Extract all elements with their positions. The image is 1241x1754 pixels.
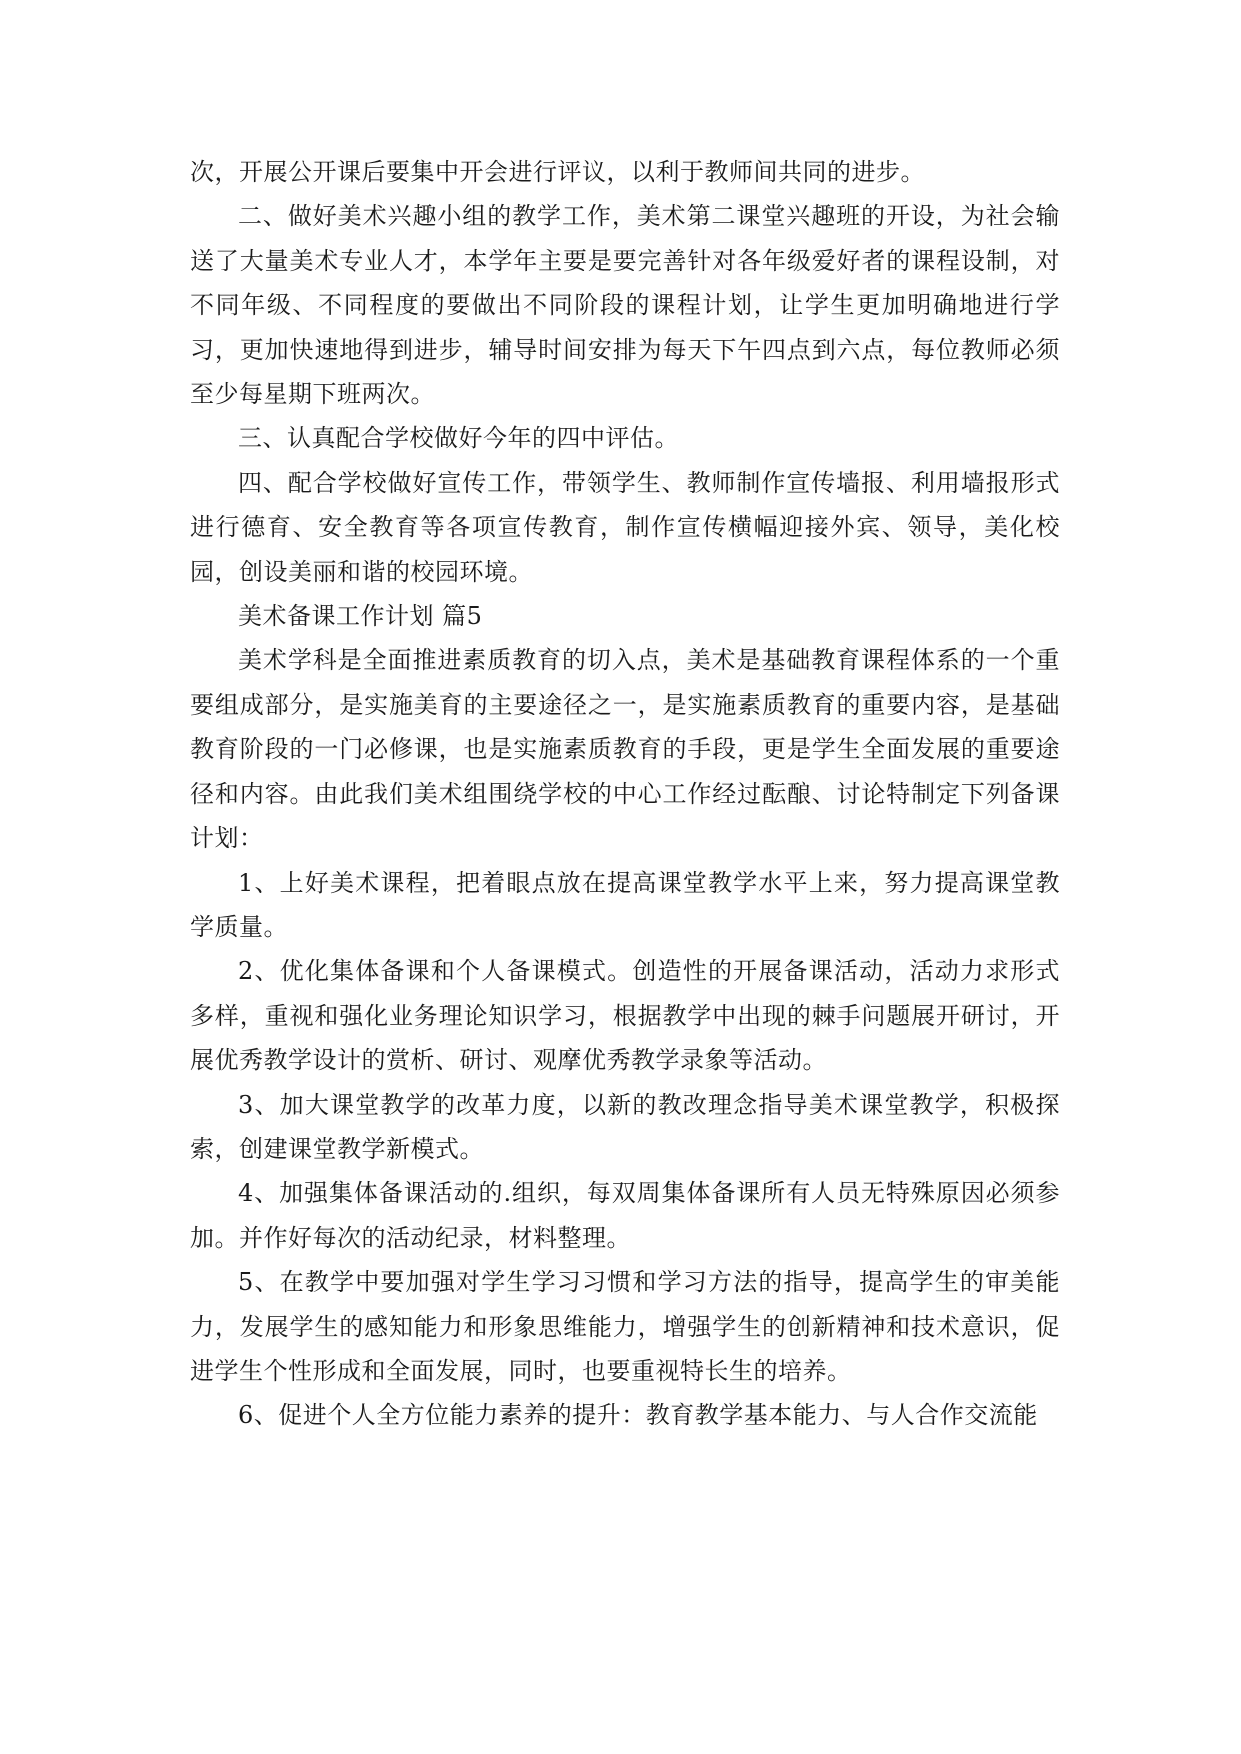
list-item-3: 3、加大课堂教学的改革力度，以新的教改理念指导美术课堂教学，积极探索，创建课堂教学新模式。 — [190, 1090, 1060, 1163]
paragraph-item-4: 四、配合学校做好宣传工作，带领学生、教师制作宣传墙报、利用墙报形式进行德育、安全教育等各项宣传教育，制作宣传横幅迎接外宾、领导，美化校园，创设美丽和谐的校园环境。 — [190, 468, 1060, 586]
list-item-4: 4、加强集体备课活动的.组织，每双周集体备课所有人员无特殊原因必须参加。并作好每次的活动纪录，材料整理。 — [190, 1179, 1060, 1252]
list-item-1: 1、上好美术课程，把着眼点放在提高课堂教学水平上来，努力提高课堂教学质量。 — [190, 868, 1060, 941]
list-item-6: 6、促进个人全方位能力素养的提升：教育教学基本能力、与人合作交流能 — [238, 1401, 1038, 1430]
list-item-5: 5、在教学中要加强对学生学习习惯和学习方法的指导，提高学生的审美能力，发展学生的感知能力和形象思维能力，增强学生的创新精神和技术意识，促进学生个性形成和全面发展，同时，也要重视特长生的培养。 — [190, 1268, 1060, 1385]
paragraph-intro: 美术学科是全面推进素质教育的切入点，美术是基础教育课程体系的一个重要组成部分，是实施美育的主要途径之一，是实施素质教育的重要内容，是基础教育阶段的一门必修课，也是实施素质教育的手段，更是学生全面发展的重要途径和内容。由此我们美术组围绕学校的中心工作经过酝酿、讨论特制定下列备课计划： — [190, 646, 1060, 853]
list-item-2: 2、优化集体备课和个人备课模式。创造性的开展备课活动，活动力求形式多样，重视和强化业务理论知识学习，根据教学中出现的棘手问题展开研讨，开展优秀教学设计的赏析、研讨、观摩优秀教学录象等活动。 — [190, 957, 1060, 1075]
paragraph-item-3: 三、认真配合学校做好今年的四中评估。 — [238, 424, 679, 453]
section-heading: 美术备课工作计划 篇5 — [238, 602, 483, 631]
paragraph-item-2: 二、做好美术兴趣小组的教学工作，美术第二课堂兴趣班的开设，为社会输送了大量美术专业人才，本学年主要是要完善针对各年级爱好者的课程设制，对不同年级、不同程度的要做出不同阶段的课程计划，让学生更加明确地进行学习，更加快速地得到进步，辅导时间安排为每天下午四点到六点，每位教师必须至少每星期下班两次。 — [190, 202, 1060, 409]
document-body — [190, 150, 1060, 1438]
paragraph-continuation: 次，开展公开课后要集中开会进行评议，以利于教师间共同的进步。 — [190, 158, 925, 186]
